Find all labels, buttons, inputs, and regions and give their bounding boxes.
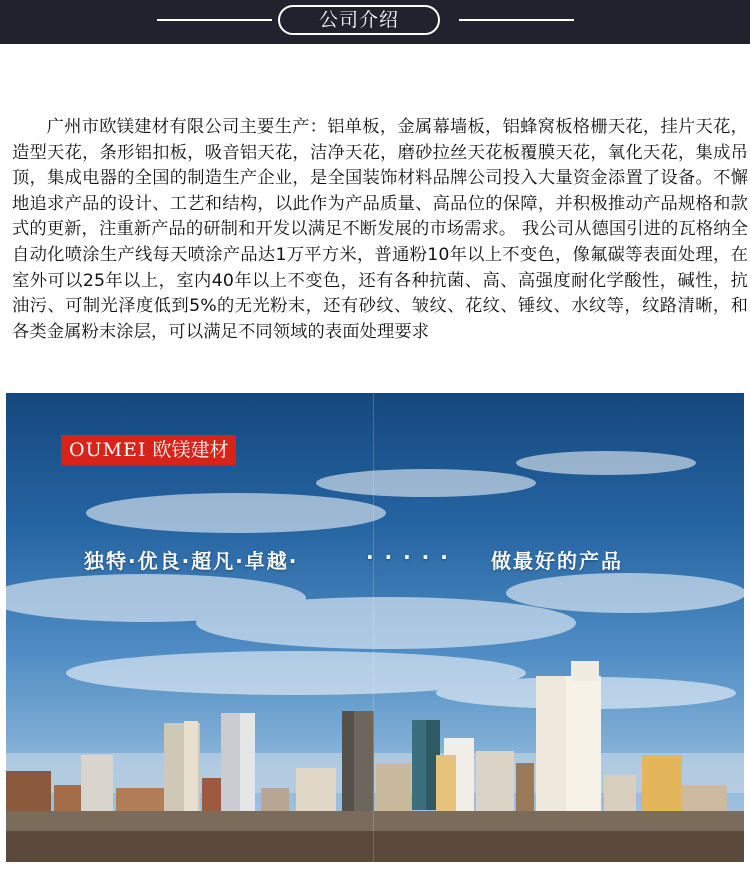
city-skyline-banner bbox=[6, 393, 744, 862]
slogan-tagline: 做最好的产品 bbox=[491, 549, 623, 573]
slogan-qualities: 独特·优良·超凡·卓越· bbox=[84, 549, 299, 573]
section-title: 公司介绍 bbox=[278, 5, 440, 35]
section-header-bar bbox=[0, 0, 750, 44]
slogan-dots: · · · · · bbox=[366, 545, 450, 569]
brand-chinese-name: 欧镁建材 bbox=[152, 439, 229, 461]
brand-badge bbox=[61, 435, 236, 465]
company-intro-text: 广州市欧镁建材有限公司主要生产：铝单板，金属幕墙板，铝蜂窝板格栅天花，挂片天花， 造型天花，条形铝扣板，吸音铝天花，洁净天花，磨砂拉丝天花板覆膜天花，氧化天花，集成吊顶，集成电器的全国的制造生产企业，是全国装饰材料品牌公司投入大量资金添置了设备。不懈地追求产品的设计、工艺和结构，以此作为产品质量、高品位的保障，并积极推动产品规格和款式的更新，注重新产品的研制和开发以满足不断发展的市场需求。 我公司从德国引进的瓦格纳全自动化喷涂生产线每天喷涂产品达1万平方米，普通粉10年以上不变色，像氟碳等表面处理，在室外可以25年以上，室内40年以上不变色，还有各种抗菌、高、高强度耐化学酸性，碱性，抗油污、可制光泽度低到5%的无光粉末，还有砂纹、皱纹、花纹、锤纹、水纹等，纹路清晰，和各类金属粉末涂层，可以满足不同领域的表面处理要求 bbox=[12, 117, 748, 342]
header-divider-left bbox=[157, 19, 272, 21]
slogan-text bbox=[84, 545, 298, 574]
banner-fold-line bbox=[373, 393, 374, 862]
clouds bbox=[6, 451, 744, 709]
header-divider-right bbox=[459, 19, 574, 21]
brand-latin-name: OUMEI bbox=[69, 439, 147, 461]
